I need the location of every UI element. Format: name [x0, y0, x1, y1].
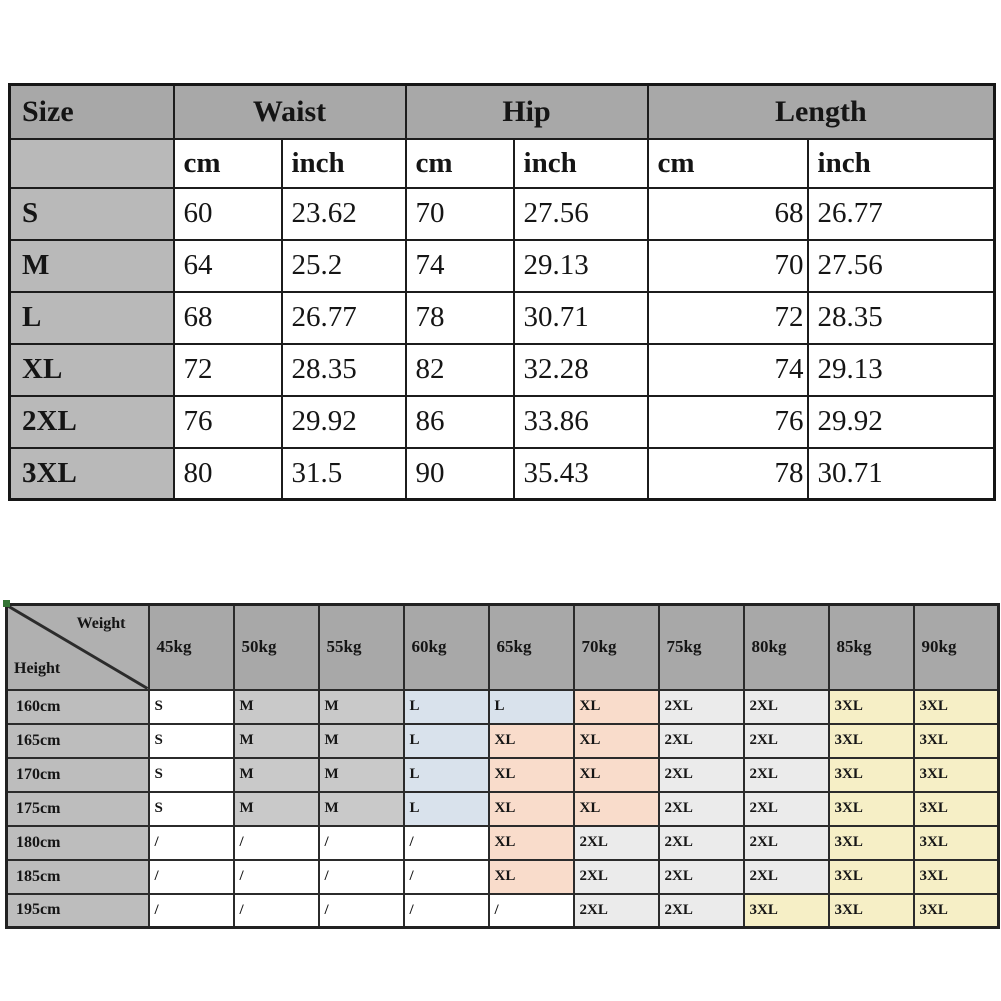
- size-column-header: Size: [10, 85, 174, 139]
- weight-column-header: 60kg: [404, 605, 489, 690]
- measurement-value: 29.13: [514, 240, 648, 292]
- fit-cell: XL: [489, 758, 574, 792]
- fit-cell: 2XL: [744, 724, 829, 758]
- weight-column-header: 90kg: [914, 605, 999, 690]
- fit-cell: M: [234, 724, 319, 758]
- hip-inch-unit-header: inch: [514, 139, 648, 188]
- measurement-value: 28.35: [282, 344, 406, 396]
- size-label: 3XL: [10, 448, 174, 500]
- fit-cell: 3XL: [829, 826, 914, 860]
- fit-cell: /: [319, 826, 404, 860]
- measurement-value: 23.62: [282, 188, 406, 240]
- height-row-label: 165cm: [7, 724, 149, 758]
- size-row-m: [10, 240, 995, 292]
- fit-cell: /: [404, 860, 489, 894]
- measurement-value: 32.28: [514, 344, 648, 396]
- measurement-value: 30.71: [514, 292, 648, 344]
- height-axis-label: Height: [14, 659, 61, 677]
- hip-cm-unit-header: cm: [406, 139, 514, 188]
- fit-cell: 2XL: [659, 894, 744, 928]
- fit-cell: M: [319, 792, 404, 826]
- fit-row-170cm: [7, 758, 999, 792]
- fit-cell: S: [149, 792, 234, 826]
- fit-cell: 3XL: [914, 826, 999, 860]
- fit-cell: 2XL: [659, 792, 744, 826]
- fit-cell: M: [234, 690, 319, 724]
- height-weight-fit-table: [5, 603, 1000, 929]
- size-row-s: [10, 188, 995, 240]
- fit-cell: 2XL: [659, 860, 744, 894]
- fit-cell: XL: [574, 758, 659, 792]
- fit-cell: L: [404, 690, 489, 724]
- measurement-value: 35.43: [514, 448, 648, 500]
- measurement-value: 72: [174, 344, 282, 396]
- fit-cell: XL: [574, 690, 659, 724]
- size-row-l: [10, 292, 995, 344]
- fit-cell: 3XL: [914, 758, 999, 792]
- measurement-value: 25.2: [282, 240, 406, 292]
- measurement-value: 27.56: [514, 188, 648, 240]
- fit-cell: S: [149, 724, 234, 758]
- fit-cell: S: [149, 690, 234, 724]
- measurement-value: 29.92: [282, 396, 406, 448]
- length-column-header: Length: [648, 85, 995, 139]
- fit-cell: 2XL: [744, 690, 829, 724]
- weight-column-header: 65kg: [489, 605, 574, 690]
- fit-row-195cm: [7, 894, 999, 928]
- fit-table-header-row: [7, 605, 999, 690]
- fit-cell: 2XL: [744, 758, 829, 792]
- fit-row-185cm: [7, 860, 999, 894]
- size-label: S: [10, 188, 174, 240]
- fit-cell: XL: [489, 860, 574, 894]
- fit-cell: 2XL: [574, 826, 659, 860]
- weight-axis-label: Weight: [76, 615, 126, 632]
- size-label: M: [10, 240, 174, 292]
- fit-cell: 2XL: [744, 826, 829, 860]
- fit-cell: 3XL: [914, 860, 999, 894]
- fit-cell: 2XL: [659, 690, 744, 724]
- size-row-xl: [10, 344, 995, 396]
- measurement-value: 60: [174, 188, 282, 240]
- measurement-value: 78: [406, 292, 514, 344]
- blank-corner-cell: [10, 139, 174, 188]
- fit-cell: XL: [489, 826, 574, 860]
- size-label: L: [10, 292, 174, 344]
- measurement-value: 74: [648, 344, 808, 396]
- fit-cell: /: [489, 894, 574, 928]
- fit-cell: XL: [574, 724, 659, 758]
- fit-cell: 3XL: [914, 724, 999, 758]
- fit-cell: 2XL: [574, 860, 659, 894]
- fit-cell: 3XL: [744, 894, 829, 928]
- fit-cell: /: [319, 860, 404, 894]
- size-label: XL: [10, 344, 174, 396]
- fit-cell: L: [404, 758, 489, 792]
- fit-cell: /: [234, 894, 319, 928]
- fit-cell: XL: [489, 724, 574, 758]
- size-table-units-row: [10, 139, 995, 188]
- selection-handle-dot: [3, 600, 10, 607]
- fit-cell: 2XL: [659, 826, 744, 860]
- size-label: 2XL: [10, 396, 174, 448]
- measurement-value: 29.13: [808, 344, 995, 396]
- fit-row-180cm: [7, 826, 999, 860]
- measurement-value: 76: [648, 396, 808, 448]
- fit-cell: XL: [574, 792, 659, 826]
- fit-cell: /: [234, 826, 319, 860]
- fit-row-175cm: [7, 792, 999, 826]
- measurement-value: 28.35: [808, 292, 995, 344]
- fit-cell: S: [149, 758, 234, 792]
- fit-cell: M: [319, 758, 404, 792]
- fit-cell: 2XL: [744, 860, 829, 894]
- fit-cell: M: [234, 792, 319, 826]
- fit-cell: /: [234, 860, 319, 894]
- fit-cell: L: [404, 724, 489, 758]
- diagonal-corner-cell: [7, 605, 149, 690]
- measurement-value: 72: [648, 292, 808, 344]
- weight-column-header: 45kg: [149, 605, 234, 690]
- measurement-value: 90: [406, 448, 514, 500]
- measurement-value: 70: [648, 240, 808, 292]
- fit-cell: 2XL: [659, 758, 744, 792]
- length-cm-unit-header: cm: [648, 139, 808, 188]
- measurement-value: 82: [406, 344, 514, 396]
- size-table-header-row: [10, 85, 995, 139]
- fit-cell: M: [319, 690, 404, 724]
- weight-column-header: 70kg: [574, 605, 659, 690]
- weight-column-header: 50kg: [234, 605, 319, 690]
- height-row-label: 180cm: [7, 826, 149, 860]
- hip-column-header: Hip: [406, 85, 648, 139]
- length-inch-unit-header: inch: [808, 139, 995, 188]
- fit-cell: XL: [489, 792, 574, 826]
- fit-cell: L: [404, 792, 489, 826]
- measurement-value: 78: [648, 448, 808, 500]
- fit-cell: 3XL: [914, 792, 999, 826]
- fit-cell: 3XL: [914, 690, 999, 724]
- measurement-value: 31.5: [282, 448, 406, 500]
- height-row-label: 170cm: [7, 758, 149, 792]
- height-row-label: 195cm: [7, 894, 149, 928]
- fit-cell: 3XL: [829, 690, 914, 724]
- fit-cell: /: [404, 894, 489, 928]
- waist-inch-unit-header: inch: [282, 139, 406, 188]
- size-row-3xl: [10, 448, 995, 500]
- height-row-label: 160cm: [7, 690, 149, 724]
- weight-column-header: 80kg: [744, 605, 829, 690]
- size-measurement-table: [8, 83, 996, 501]
- fit-cell: M: [234, 758, 319, 792]
- fit-cell: 3XL: [829, 792, 914, 826]
- fit-cell: /: [319, 894, 404, 928]
- measurement-value: 30.71: [808, 448, 995, 500]
- fit-row-160cm: [7, 690, 999, 724]
- fit-cell: L: [489, 690, 574, 724]
- weight-column-header: 85kg: [829, 605, 914, 690]
- measurement-value: 70: [406, 188, 514, 240]
- size-row-2xl: [10, 396, 995, 448]
- fit-cell: 3XL: [829, 860, 914, 894]
- fit-cell: /: [149, 860, 234, 894]
- height-row-label: 175cm: [7, 792, 149, 826]
- measurement-value: 80: [174, 448, 282, 500]
- fit-cell: /: [404, 826, 489, 860]
- measurement-value: 64: [174, 240, 282, 292]
- fit-row-165cm: [7, 724, 999, 758]
- measurement-value: 68: [174, 292, 282, 344]
- fit-cell: 3XL: [829, 724, 914, 758]
- fit-cell: 2XL: [574, 894, 659, 928]
- weight-column-header: 55kg: [319, 605, 404, 690]
- waist-cm-unit-header: cm: [174, 139, 282, 188]
- fit-cell: 3XL: [829, 894, 914, 928]
- fit-cell: 2XL: [659, 724, 744, 758]
- measurement-value: 76: [174, 396, 282, 448]
- measurement-value: 74: [406, 240, 514, 292]
- fit-cell: 2XL: [744, 792, 829, 826]
- measurement-value: 26.77: [282, 292, 406, 344]
- fit-cell: 3XL: [829, 758, 914, 792]
- measurement-value: 29.92: [808, 396, 995, 448]
- measurement-value: 33.86: [514, 396, 648, 448]
- measurement-value: 86: [406, 396, 514, 448]
- fit-cell: 3XL: [914, 894, 999, 928]
- measurement-value: 27.56: [808, 240, 995, 292]
- fit-cell: /: [149, 894, 234, 928]
- weight-column-header: 75kg: [659, 605, 744, 690]
- height-row-label: 185cm: [7, 860, 149, 894]
- fit-cell: /: [149, 826, 234, 860]
- measurement-value: 68: [648, 188, 808, 240]
- waist-column-header: Waist: [174, 85, 406, 139]
- fit-cell: M: [319, 724, 404, 758]
- measurement-value: 26.77: [808, 188, 995, 240]
